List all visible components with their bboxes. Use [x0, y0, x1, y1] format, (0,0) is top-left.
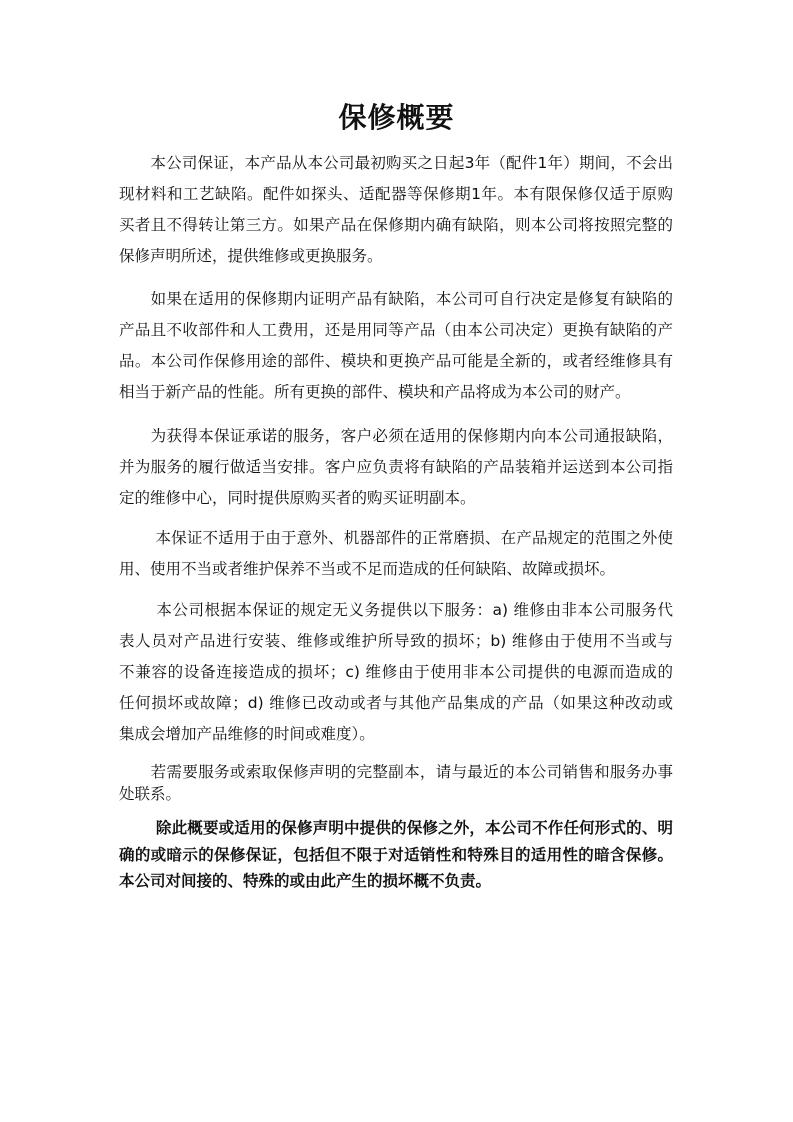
text-line: 相当于新产品的性能。所有更换的部件、模块和产品将成为本公司的财产。 — [119, 383, 631, 401]
text-line: 表人员对产品进行安装、维修或维护所导致的损坏；b) 维修由于使用不当或与 — [119, 632, 673, 650]
text-line: 本公司对间接的、特殊的或由此产生的损坏概不负责。 — [119, 872, 492, 890]
text-line: 除此概要或适用的保修声明中提供的保修之外，本公司不作任何形式的、明 — [119, 819, 673, 837]
text-line: 并为服务的履行做适当安排。客户应负责将有缺陷的产品装箱并运送到本公司指 — [119, 458, 673, 476]
text-line: 任何损坏或故障；d) 维修已改动或者与其他产品集成的产品（如果这种改动或 — [119, 694, 673, 712]
paragraph — [119, 523, 673, 585]
text-line: 为获得本保证承诺的服务，客户必须在适用的保修期内向本公司通报缺陷， — [119, 427, 673, 445]
text-line: 本公司保证，本产品从本公司最初购买之日起3年（配件1年）期间，不会出 — [119, 154, 673, 172]
text-line: 不兼容的设备连接造成的损坏；c) 维修由于使用非本公司提供的电源而造成的 — [119, 663, 673, 681]
text-line: 处联系。 — [119, 785, 182, 803]
text-line: 保修声明所述，提供维修或更换服务。 — [119, 247, 383, 265]
text-line: 本保证不适用于由于意外、机器部件的正常磨损、在产品规定的范围之外使 — [119, 529, 673, 547]
text-line: 产品且不收部件和人工费用，还是用同等产品（由本公司决定）更换有缺陷的产 — [119, 321, 673, 339]
text-line: 定的维修中心，同时提供原购买者的购买证明副本。 — [119, 489, 476, 507]
paragraph — [119, 148, 673, 272]
text-line: 确的或暗示的保修保证，包括但不限于对适销性和特殊目的适用性的暗含保修。 — [119, 845, 673, 864]
text-line: 现材料和工艺缺陷。配件如探头、适配器等保修期1年。本有限保修仅适于原购 — [119, 185, 673, 203]
text-line: 品。本公司作保修用途的部件、模块和更换产品可能是全新的，或者经维修具有 — [119, 352, 673, 370]
paragraph — [119, 421, 673, 514]
text-line: 用、使用不当或者维护保养不当或不足而造成的任何缺陷、故障或损坏。 — [119, 560, 616, 578]
text-line: 买者且不得转让第三方。如果产品在保修期内确有缺陷，则本公司将按照完整的 — [119, 216, 673, 234]
text-line: 集成会增加产品维修的时间或难度）。 — [119, 725, 375, 743]
text-line: 若需要服务或索取保修声明的完整副本，请与最近的本公司销售和服务办事 — [119, 763, 673, 781]
text-line: 如果在适用的保修期内证明产品有缺陷，本公司可自行决定是修复有缺陷的 — [119, 290, 673, 308]
disclaimer-paragraph — [119, 815, 673, 895]
text-line: 本公司根据本保证的规定无义务提供以下服务：a) 维修由非本公司服务代 — [119, 601, 673, 619]
page-title: 保修概要 — [338, 101, 455, 134]
paragraph — [119, 595, 673, 750]
paragraph — [119, 284, 673, 408]
paragraph — [119, 760, 673, 805]
